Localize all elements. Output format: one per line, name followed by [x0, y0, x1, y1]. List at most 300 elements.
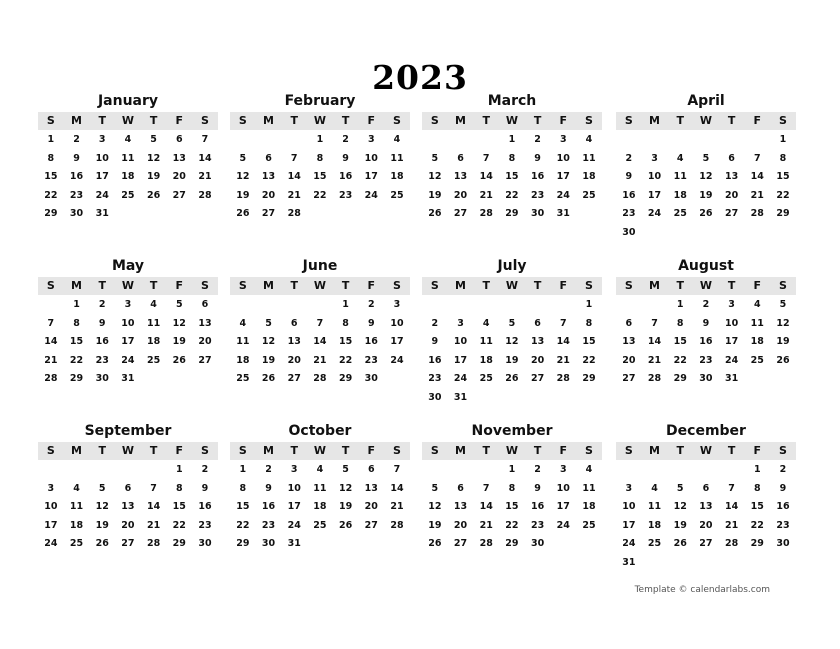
weekday-label: T: [676, 444, 684, 457]
day-cell: 6: [265, 152, 272, 164]
day-cell: 30: [699, 373, 713, 385]
day-cell: 1: [73, 299, 80, 310]
day-cell: 12: [673, 501, 687, 513]
weekday-label: S: [430, 444, 439, 457]
day-cell: 12: [699, 171, 713, 183]
week-row: [616, 167, 796, 186]
week-row: [422, 516, 602, 535]
day-cell: 24: [287, 519, 301, 531]
week-row: [230, 314, 410, 333]
day-cell: 24: [390, 354, 404, 366]
day-cell: [422, 130, 448, 149]
day-cell: [744, 223, 770, 242]
day-cell: [667, 553, 693, 572]
day-cell: 3: [367, 134, 375, 145]
day-cell: 7: [316, 317, 324, 329]
day-cell: 26: [261, 373, 276, 385]
day-cell: [473, 460, 499, 479]
day-cell: 17: [287, 501, 301, 513]
day-cell: 9: [534, 482, 541, 494]
weekday-label: F: [175, 279, 184, 292]
day-cell: 11: [390, 152, 404, 164]
weekday-label: T: [341, 114, 350, 127]
week-row: [230, 516, 410, 535]
day-cell: 23: [776, 519, 790, 531]
day-cell: 25: [479, 373, 493, 385]
day-cell: 4: [585, 134, 593, 145]
day-cell: [744, 369, 770, 388]
day-cell: [38, 460, 64, 479]
day-cell: 21: [146, 519, 161, 531]
weekday-label: S: [430, 279, 439, 292]
day-cell: 27: [622, 373, 636, 385]
day-cell: 19: [428, 189, 442, 201]
day-cell: 7: [753, 152, 761, 164]
day-cell: 12: [338, 482, 353, 494]
weekday-label: T: [149, 279, 158, 292]
day-cell: 11: [121, 152, 135, 164]
day-cell: 17: [364, 171, 378, 183]
day-cell: 4: [124, 134, 132, 145]
day-cell: 20: [453, 189, 468, 201]
day-cell: 9: [534, 152, 541, 164]
day-cell: 27: [364, 519, 378, 531]
week-row: [422, 497, 602, 516]
day-cell: [770, 369, 796, 388]
weekday-label: T: [341, 444, 350, 457]
weekday-header: [38, 277, 218, 295]
day-cell: 17: [556, 171, 570, 183]
day-cell: 4: [150, 299, 157, 310]
week-row: [422, 479, 602, 498]
week-row: [422, 332, 602, 351]
day-cell: 29: [338, 373, 353, 385]
day-cell: 28: [146, 538, 161, 550]
day-cell: [642, 223, 668, 242]
day-cell: 14: [724, 501, 739, 513]
week-row: [616, 149, 796, 168]
week-row: [38, 460, 218, 479]
day-cell: 4: [73, 482, 80, 494]
day-cell: 24: [556, 189, 570, 201]
week-row: [616, 369, 796, 388]
day-cell: 27: [530, 373, 545, 385]
day-cell: 17: [453, 354, 468, 366]
week-row: [38, 479, 218, 498]
week-row: [38, 497, 218, 516]
day-cell: 2: [342, 134, 349, 145]
day-cell: 5: [702, 152, 710, 164]
day-cell: 30: [428, 391, 442, 403]
day-cell: 31: [724, 373, 739, 385]
day-cell: 26: [699, 208, 713, 220]
day-cell: 2: [73, 134, 80, 145]
day-cell: 5: [508, 317, 516, 329]
day-cell: 16: [261, 501, 276, 513]
day-cell: 15: [69, 336, 84, 348]
day-cell: 2: [265, 464, 272, 475]
week-row: [38, 149, 218, 168]
day-cell: 5: [342, 464, 349, 475]
day-cell: 1: [779, 134, 787, 145]
weekday-label: T: [341, 279, 350, 292]
day-cell: [448, 295, 474, 314]
day-cell: 12: [428, 501, 442, 513]
day-cell: [115, 460, 141, 479]
week-row: [38, 351, 218, 370]
day-cell: 12: [428, 171, 442, 183]
day-cell: [256, 130, 282, 149]
day-cell: [642, 553, 668, 572]
day-cell: 14: [198, 152, 212, 164]
month-october: [230, 422, 410, 553]
day-cell: 25: [647, 538, 662, 550]
month-name: November: [471, 423, 553, 439]
weekday-label: M: [71, 279, 82, 292]
weekday-label: M: [455, 114, 466, 127]
day-cell: 14: [44, 336, 58, 348]
weekday-label: S: [238, 279, 247, 292]
day-cell: 9: [431, 336, 439, 348]
day-cell: 17: [44, 519, 58, 531]
day-cell: 22: [673, 354, 687, 366]
day-cell: 15: [582, 336, 596, 348]
weekday-label: S: [201, 279, 209, 292]
day-cell: 17: [390, 336, 404, 348]
day-cell: 11: [313, 482, 327, 494]
week-row: [616, 204, 796, 223]
day-cell: 11: [673, 171, 687, 183]
day-cell: 26: [172, 354, 186, 366]
day-cell: 18: [313, 501, 327, 513]
day-cell: 4: [585, 464, 593, 475]
day-cell: 5: [150, 134, 157, 145]
day-cell: 13: [530, 336, 545, 348]
week-row: [38, 369, 218, 388]
day-cell: 17: [556, 501, 570, 513]
day-cell: 24: [622, 538, 636, 550]
day-cell: 7: [201, 134, 209, 145]
day-cell: 7: [559, 317, 567, 329]
week-row: [422, 351, 602, 370]
day-cell: [307, 295, 333, 314]
day-cell: 7: [290, 152, 298, 164]
day-cell: 1: [342, 299, 349, 310]
day-cell: 5: [676, 482, 684, 494]
week-row: [38, 332, 218, 351]
day-cell: 4: [753, 299, 761, 310]
day-cell: 4: [393, 134, 401, 145]
day-cell: 23: [261, 519, 276, 531]
day-cell: 28: [44, 373, 58, 385]
month-name: August: [678, 258, 734, 274]
weekday-label: T: [482, 444, 490, 457]
day-cell: 3: [290, 464, 298, 475]
day-cell: [576, 204, 602, 223]
day-cell: 2: [201, 464, 209, 475]
day-cell: [719, 223, 745, 242]
day-cell: 25: [750, 354, 764, 366]
month-name: January: [97, 93, 159, 109]
day-cell: [166, 369, 192, 388]
day-cell: [693, 460, 719, 479]
weekday-label: W: [699, 114, 712, 127]
day-cell: 28: [198, 189, 212, 201]
day-cell: 23: [530, 519, 545, 531]
day-cell: 11: [647, 501, 662, 513]
day-cell: [333, 534, 359, 553]
weekday-label: S: [393, 114, 401, 127]
weekday-label: W: [505, 444, 518, 457]
day-cell: 18: [582, 501, 596, 513]
day-cell: 3: [559, 464, 567, 475]
day-cell: 21: [390, 501, 404, 513]
day-cell: 19: [172, 336, 186, 348]
week-row: [230, 186, 410, 205]
day-cell: [384, 204, 410, 223]
day-cell: 12: [505, 336, 519, 348]
day-cell: 20: [724, 189, 739, 201]
week-row: [616, 314, 796, 333]
day-cell: 28: [479, 208, 493, 220]
day-cell: 29: [44, 208, 58, 220]
weekday-header: [422, 442, 602, 460]
day-cell: 23: [428, 373, 442, 385]
day-cell: [525, 388, 551, 407]
day-cell: 10: [622, 501, 636, 513]
weekday-label: S: [779, 444, 787, 457]
day-cell: 18: [479, 354, 493, 366]
week-row: [230, 497, 410, 516]
day-cell: 22: [44, 189, 58, 201]
day-cell: 18: [236, 354, 250, 366]
day-cell: 7: [482, 482, 490, 494]
weekday-label: M: [71, 114, 82, 127]
day-cell: 31: [556, 208, 570, 220]
day-cell: 10: [556, 482, 570, 494]
weekday-header: [230, 277, 410, 295]
weekday-label: S: [201, 114, 209, 127]
day-cell: 4: [651, 482, 658, 494]
day-cell: 31: [287, 538, 301, 550]
day-cell: 8: [175, 482, 183, 494]
weekday-label: T: [98, 279, 106, 292]
week-row: [616, 130, 796, 149]
day-cell: 14: [750, 171, 764, 183]
day-cell: 30: [198, 538, 212, 550]
day-cell: 15: [44, 171, 58, 183]
weekday-header: [230, 442, 410, 460]
day-cell: 22: [505, 519, 519, 531]
weekday-label: T: [727, 444, 736, 457]
day-cell: 10: [287, 482, 301, 494]
day-cell: 30: [261, 538, 276, 550]
weekday-label: W: [699, 444, 712, 457]
week-row: [422, 369, 602, 388]
day-cell: 1: [508, 464, 516, 475]
day-cell: 21: [479, 519, 493, 531]
day-cell: 20: [453, 519, 468, 531]
weekday-header: [230, 112, 410, 130]
day-cell: 10: [121, 317, 135, 329]
day-cell: [281, 295, 307, 314]
weekday-label: T: [98, 444, 106, 457]
weekday-label: T: [533, 114, 542, 127]
weekday-header: [616, 112, 796, 130]
day-cell: 30: [364, 373, 378, 385]
weekday-label: S: [238, 114, 247, 127]
weekday-label: M: [455, 279, 466, 292]
day-cell: 15: [236, 501, 250, 513]
day-cell: [89, 460, 115, 479]
weekday-label: W: [313, 279, 326, 292]
day-cell: 1: [47, 134, 55, 145]
day-cell: 14: [479, 171, 493, 183]
day-cell: 22: [313, 189, 327, 201]
day-cell: 27: [453, 208, 468, 220]
day-cell: 4: [239, 317, 247, 329]
day-cell: 27: [121, 538, 135, 550]
week-row: [230, 479, 410, 498]
day-cell: [744, 130, 770, 149]
day-cell: 22: [750, 519, 764, 531]
day-cell: 31: [121, 373, 135, 385]
week-row: [422, 149, 602, 168]
day-cell: 3: [124, 299, 132, 310]
day-cell: [422, 295, 448, 314]
month-february: [230, 92, 410, 223]
day-cell: [642, 460, 668, 479]
day-cell: 6: [702, 482, 710, 494]
day-cell: 5: [265, 317, 272, 329]
calendar-year-title: 2023: [372, 58, 468, 97]
day-cell: 2: [779, 464, 787, 475]
day-cell: 9: [98, 317, 106, 329]
week-row: [616, 295, 796, 314]
day-cell: 28: [724, 538, 739, 550]
day-cell: 27: [198, 354, 212, 366]
day-cell: 14: [146, 501, 161, 513]
day-cell: 9: [73, 152, 80, 164]
weekday-label: F: [559, 444, 568, 457]
template-credit: Template © calendarlabs.com: [634, 585, 770, 595]
day-cell: 17: [724, 336, 739, 348]
day-cell: 26: [673, 538, 687, 550]
weekday-label: T: [290, 444, 298, 457]
day-cell: 16: [95, 336, 109, 348]
day-cell: 3: [651, 152, 658, 164]
day-cell: 24: [95, 189, 109, 201]
day-cell: [358, 204, 384, 223]
day-cell: 2: [534, 464, 541, 475]
week-row: [230, 460, 410, 479]
day-cell: [358, 534, 384, 553]
day-cell: 26: [428, 208, 442, 220]
weekday-label: S: [238, 444, 247, 457]
day-cell: 14: [390, 482, 404, 494]
day-cell: 14: [479, 501, 493, 513]
weekday-label: F: [175, 444, 184, 457]
day-cell: 20: [364, 501, 378, 513]
day-cell: 30: [622, 226, 636, 238]
day-cell: 24: [121, 354, 135, 366]
week-row: [422, 130, 602, 149]
day-cell: 28: [313, 373, 327, 385]
month-name: March: [487, 93, 537, 109]
day-cell: 9: [625, 171, 633, 183]
weekday-label: S: [779, 114, 787, 127]
month-name: December: [666, 423, 746, 439]
week-row: [616, 186, 796, 205]
day-cell: 19: [699, 189, 713, 201]
week-row: [422, 204, 602, 223]
day-cell: [192, 369, 218, 388]
week-row: [38, 516, 218, 535]
day-cell: 24: [44, 538, 58, 550]
weekday-label: T: [482, 114, 490, 127]
day-cell: 6: [124, 482, 132, 494]
day-cell: 6: [457, 152, 464, 164]
week-row: [38, 204, 218, 223]
day-cell: 1: [585, 299, 593, 310]
day-cell: [307, 534, 333, 553]
day-cell: 24: [556, 519, 570, 531]
day-cell: 6: [534, 317, 541, 329]
weekday-label: W: [313, 444, 326, 457]
day-cell: 1: [676, 299, 684, 310]
weekday-label: M: [263, 279, 274, 292]
weekday-label: S: [585, 114, 593, 127]
week-row: [38, 534, 218, 553]
day-cell: 22: [582, 354, 596, 366]
weekday-label: S: [624, 114, 633, 127]
day-cell: 21: [556, 354, 570, 366]
day-cell: 16: [622, 189, 636, 201]
weekday-label: M: [71, 444, 82, 457]
day-cell: 23: [530, 189, 545, 201]
day-cell: 9: [201, 482, 209, 494]
day-cell: 8: [508, 152, 516, 164]
day-cell: 22: [338, 354, 353, 366]
weekday-label: T: [676, 114, 684, 127]
day-cell: 13: [364, 482, 378, 494]
weekday-label: F: [175, 114, 184, 127]
day-cell: 8: [753, 482, 761, 494]
day-cell: 27: [172, 189, 186, 201]
day-cell: 8: [676, 317, 684, 329]
day-cell: 7: [393, 464, 401, 475]
weekday-label: W: [505, 114, 518, 127]
day-cell: 8: [239, 482, 247, 494]
day-cell: 11: [236, 336, 250, 348]
day-cell: 10: [647, 171, 662, 183]
weekday-label: M: [455, 444, 466, 457]
day-cell: 15: [338, 336, 353, 348]
day-cell: [473, 388, 499, 407]
day-cell: 18: [390, 171, 404, 183]
weekday-label: W: [699, 279, 712, 292]
day-cell: 16: [364, 336, 378, 348]
day-cell: 12: [172, 317, 186, 329]
day-cell: 12: [776, 317, 790, 329]
day-cell: 11: [750, 317, 764, 329]
day-cell: 7: [150, 482, 157, 494]
day-cell: 19: [95, 519, 109, 531]
day-cell: 28: [647, 373, 662, 385]
day-cell: 29: [69, 373, 84, 385]
week-row: [616, 351, 796, 370]
day-cell: 22: [776, 189, 790, 201]
